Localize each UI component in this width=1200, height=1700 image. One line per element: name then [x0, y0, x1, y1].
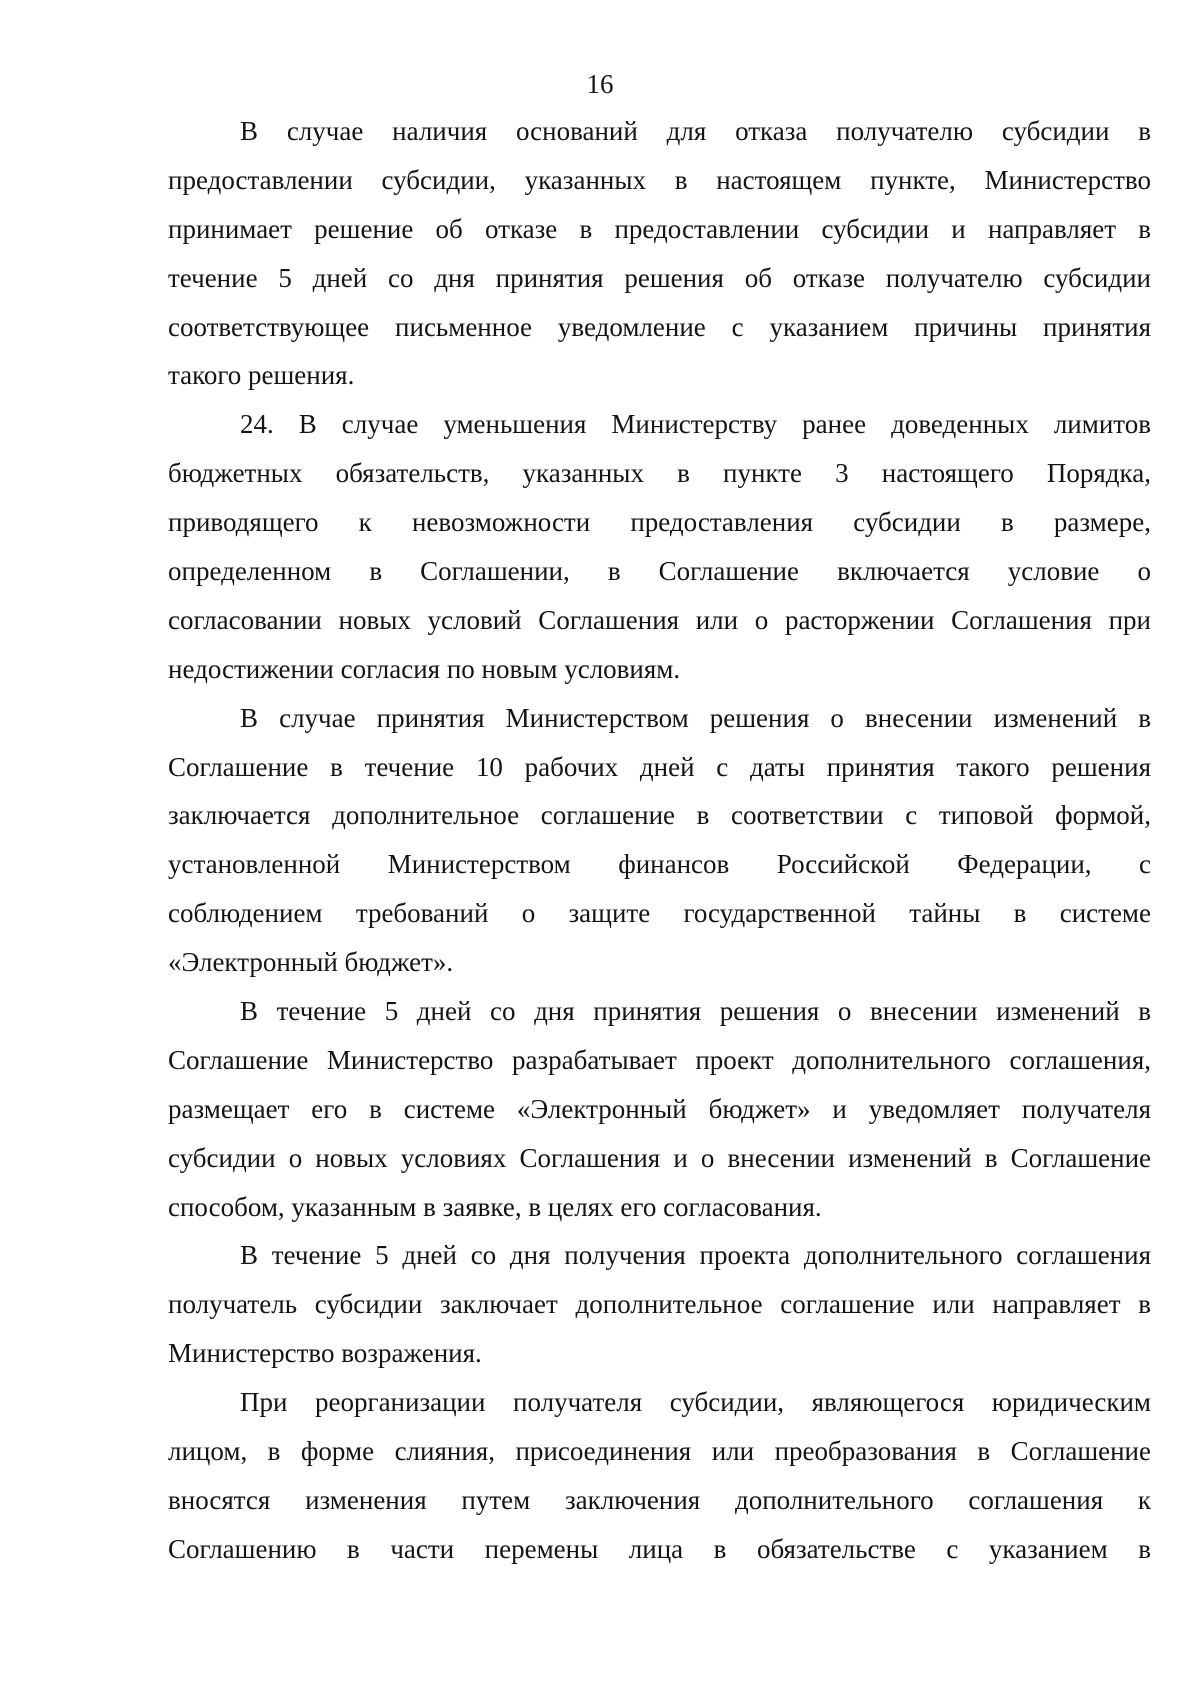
text-line: Соглашению в части перемены лица в обязательстве с указанием в: [168, 1533, 1151, 1564]
text-line: В случае наличия оснований для отказа получателю субсидии в: [240, 116, 1151, 146]
text-line: лицом, в форме слияния, присоединения или преобразования в Соглашение: [168, 1436, 1151, 1467]
text-line: принимает решение об отказе в предоставлении субсидии и направляет в: [168, 213, 1151, 244]
paragraph: [168, 694, 1151, 987]
text-line: установленной Министерством финансов Российской Федерации, с: [168, 849, 1151, 880]
text-line: такого решения.: [168, 360, 355, 391]
paragraph: [168, 400, 1151, 693]
text-line: определенном в Соглашении, в Соглашение включается условие о: [168, 556, 1151, 587]
text-line: согласовании новых условий Соглашения или о расторжении Соглашения при: [168, 604, 1151, 635]
text-line: Министерство возражения.: [168, 1338, 482, 1369]
text-line: заключается дополнительное соглашение в соответствии с типовой формой,: [168, 800, 1151, 831]
text-line: соответствующее письменное уведомление с указанием причины принятия: [168, 311, 1151, 342]
text-line: способом, указанным в заявке, в целях его согласования.: [168, 1191, 822, 1222]
paragraph: [168, 1231, 1151, 1378]
page-number: 16: [586, 69, 614, 99]
text-line: 24. В случае уменьшения Министерству ранее доведенных лимитов: [240, 409, 1151, 440]
text-line: Соглашение Министерство разрабатывает проект дополнительного соглашения,: [168, 1044, 1151, 1075]
text-line: получатель субсидии заключает дополнительное соглашение или направляет в: [168, 1289, 1151, 1320]
text-line: размещает его в системе «Электронный бюджет» и уведомляет получателя: [168, 1093, 1151, 1124]
body-text: [168, 107, 1151, 1574]
text-line: субсидии о новых условиях Соглашения и о внесении изменений в Соглашение: [168, 1142, 1151, 1173]
text-line: вносятся изменения путем заключения дополнительного соглашения к: [168, 1484, 1151, 1515]
text-line: течение 5 дней со дня принятия решения об отказе получателю субсидии: [168, 262, 1151, 293]
text-line: «Электронный бюджет».: [168, 947, 454, 978]
text-line: В случае принятия Министерством решения о внесении изменений в: [240, 702, 1151, 733]
text-line: В течение 5 дней со дня принятия решения о внесении изменений в: [240, 996, 1151, 1027]
text-line: приводящего к невозможности предоставления субсидии в размере,: [168, 507, 1151, 538]
paragraph: [168, 107, 1151, 400]
text-line: соблюдением требований о защите государственной тайны в системе: [168, 898, 1151, 929]
paragraph: [168, 1378, 1151, 1574]
text-line: бюджетных обязательств, указанных в пункте 3 настоящего Порядка,: [168, 458, 1151, 489]
text-line: недостижении согласия по новым условиям.: [168, 653, 681, 684]
text-line: При реорганизации получателя субсидии, являющегося юридическим: [240, 1387, 1151, 1418]
paragraph: [168, 987, 1151, 1231]
text-line: В течение 5 дней со дня получения проекта дополнительного соглашения: [240, 1240, 1151, 1271]
text-line: предоставлении субсидии, указанных в настоящем пункте, Министерство: [168, 164, 1151, 195]
text-line: Соглашение в течение 10 рабочих дней с даты принятия такого решения: [168, 751, 1151, 782]
